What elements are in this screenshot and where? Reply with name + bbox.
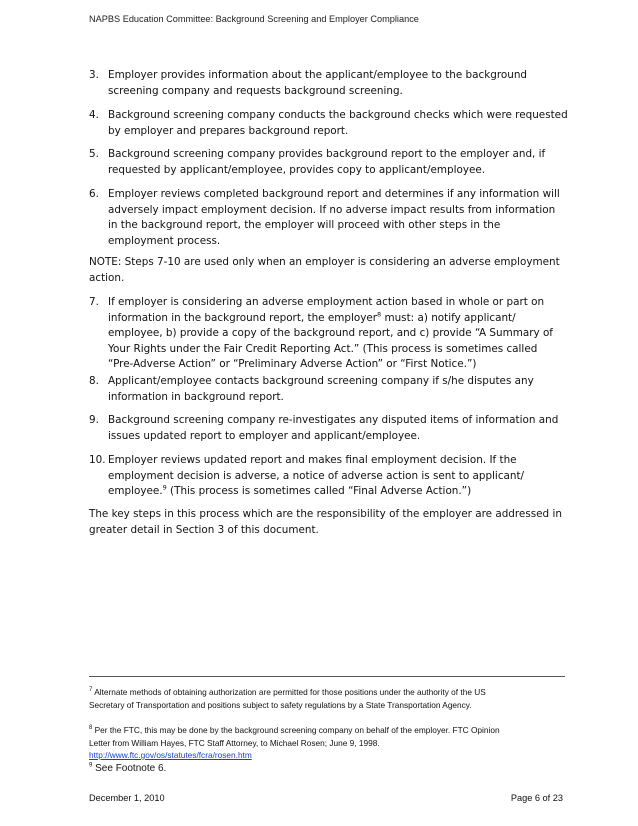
step-text-line: Employer reviews completed background report and determines if any information will (108, 188, 560, 200)
step-text-line: screening company and requests background screening. (108, 84, 403, 97)
step-number: 5. (89, 148, 99, 160)
step-number: 3. (89, 69, 99, 81)
list-item-step-6 (89, 187, 569, 249)
step-text-line: employment process. (108, 234, 221, 247)
list-item-step-3 (89, 68, 569, 99)
note-line: NOTE: Steps 7-10 are used only when an employer is considering an adverse employment (89, 256, 560, 268)
step-text-line: employment decision is adverse, a notice of adverse action is sent to applicant/ (108, 469, 525, 482)
closing-paragraph (89, 507, 569, 538)
footnote-marker: 8 (89, 725, 93, 732)
footnote-marker: 7 (89, 687, 93, 694)
note-line: action. (89, 271, 125, 284)
step-text-line: Applicant/employee contacts background screening company if s/he disputes any (108, 375, 534, 387)
step-number: 9. (89, 414, 99, 426)
footer-page-number: Page 6 of 23 (510, 793, 563, 803)
closing-line: greater detail in Section 3 of this document. (89, 523, 319, 536)
step-text-line: in the background report, the employer will proceed with other steps in the (108, 219, 501, 231)
step-text-line: requested by applicant/employee, provides copy to applicant/employee. (108, 163, 486, 176)
list-item-step-5 (89, 147, 569, 178)
list-item-step-10 (89, 453, 569, 500)
step-text-line: Employer provides information about the applicant/employee to the background (108, 69, 527, 81)
footnote-8: $^8$ Per the FTC, this may be done by the background screening company on behalf of the employer. FTC Opinion Letter from William Hayes, FTC Staff Attorney, to Michael Rosen; June 9, 1998. http://www.ftc.gov/os/statutes/fcra/rosen.htm (89, 725, 500, 760)
ftc-opinion-link[interactable]: http://www.ftc.gov/os/statutes/fcra/rosen.htm (89, 750, 252, 760)
list-item-step-4 (89, 108, 569, 139)
footnote-9: $^9$ See Footnote 6. (89, 762, 167, 774)
step-text-line: Background screening company re-investigates any disputed items of information and (108, 414, 559, 426)
step-text-line: information in background report. (108, 390, 284, 403)
step-text-line: issues updated report to employer and applicant/employee. (108, 429, 421, 442)
step-text-line: Background screening company conducts the background checks which were requested (108, 109, 568, 121)
footer-date: December 1, 2010 (89, 793, 165, 803)
list-item-step-7 (89, 295, 569, 373)
step-text-line: employee, b) provide a copy of the background report, and c) provide “A Summary of (108, 327, 553, 339)
step-text-line: “Pre-Adverse Action” or “Preliminary Adverse Action” or “First Notice.”) (108, 358, 477, 370)
list-item-step-8 (89, 374, 569, 405)
step-number: 4. (89, 109, 99, 121)
step-text-line: adversely impact employment decision. If no adverse impact results from information (108, 203, 556, 216)
step-text-line: information in the background report, the employer$^8$ must: a) notify applicant/ (108, 310, 516, 324)
list-item-step-9 (89, 413, 569, 444)
running-header: NAPBS Education Committee: Background Screening and Employer Compliance (89, 14, 419, 24)
footnote-ref-8: 8 (377, 310, 382, 319)
step-text-line: Your Rights under the Fair Credit Reporting Act.” (This process is sometimes called (108, 342, 538, 355)
step-text-line: Employer reviews updated report and makes final employment decision. If the (108, 454, 517, 466)
closing-line: The key steps in this process which are the responsibility of the employer are addressed in (89, 508, 562, 520)
step-text-line: by employer and prepares background report. (108, 124, 349, 137)
footnote-ref-9: 9 (162, 483, 167, 492)
step-number: 10. (89, 454, 106, 466)
footnote-7: $^7$ Alternate methods of obtaining authorization are permitted for those positions under the authority of the US Secretary of Transportation and positions subject to safety regulations by a State Transportation Agency. (89, 687, 486, 710)
step-text-line: If employer is considering an adverse employment action based in whole or part on (108, 296, 545, 308)
footnote-marker: 9 (89, 762, 93, 769)
footnote-divider (89, 676, 565, 677)
step-number: 6. (89, 188, 99, 200)
step-number: 8. (89, 375, 99, 387)
step-text-line: employee.$^9$ (This process is sometimes called “Final Adverse Action.”) (108, 483, 472, 497)
step-number: 7. (89, 296, 99, 308)
note-paragraph (89, 255, 569, 286)
step-text-line: Background screening company provides background report to the employer and, if (108, 148, 546, 160)
